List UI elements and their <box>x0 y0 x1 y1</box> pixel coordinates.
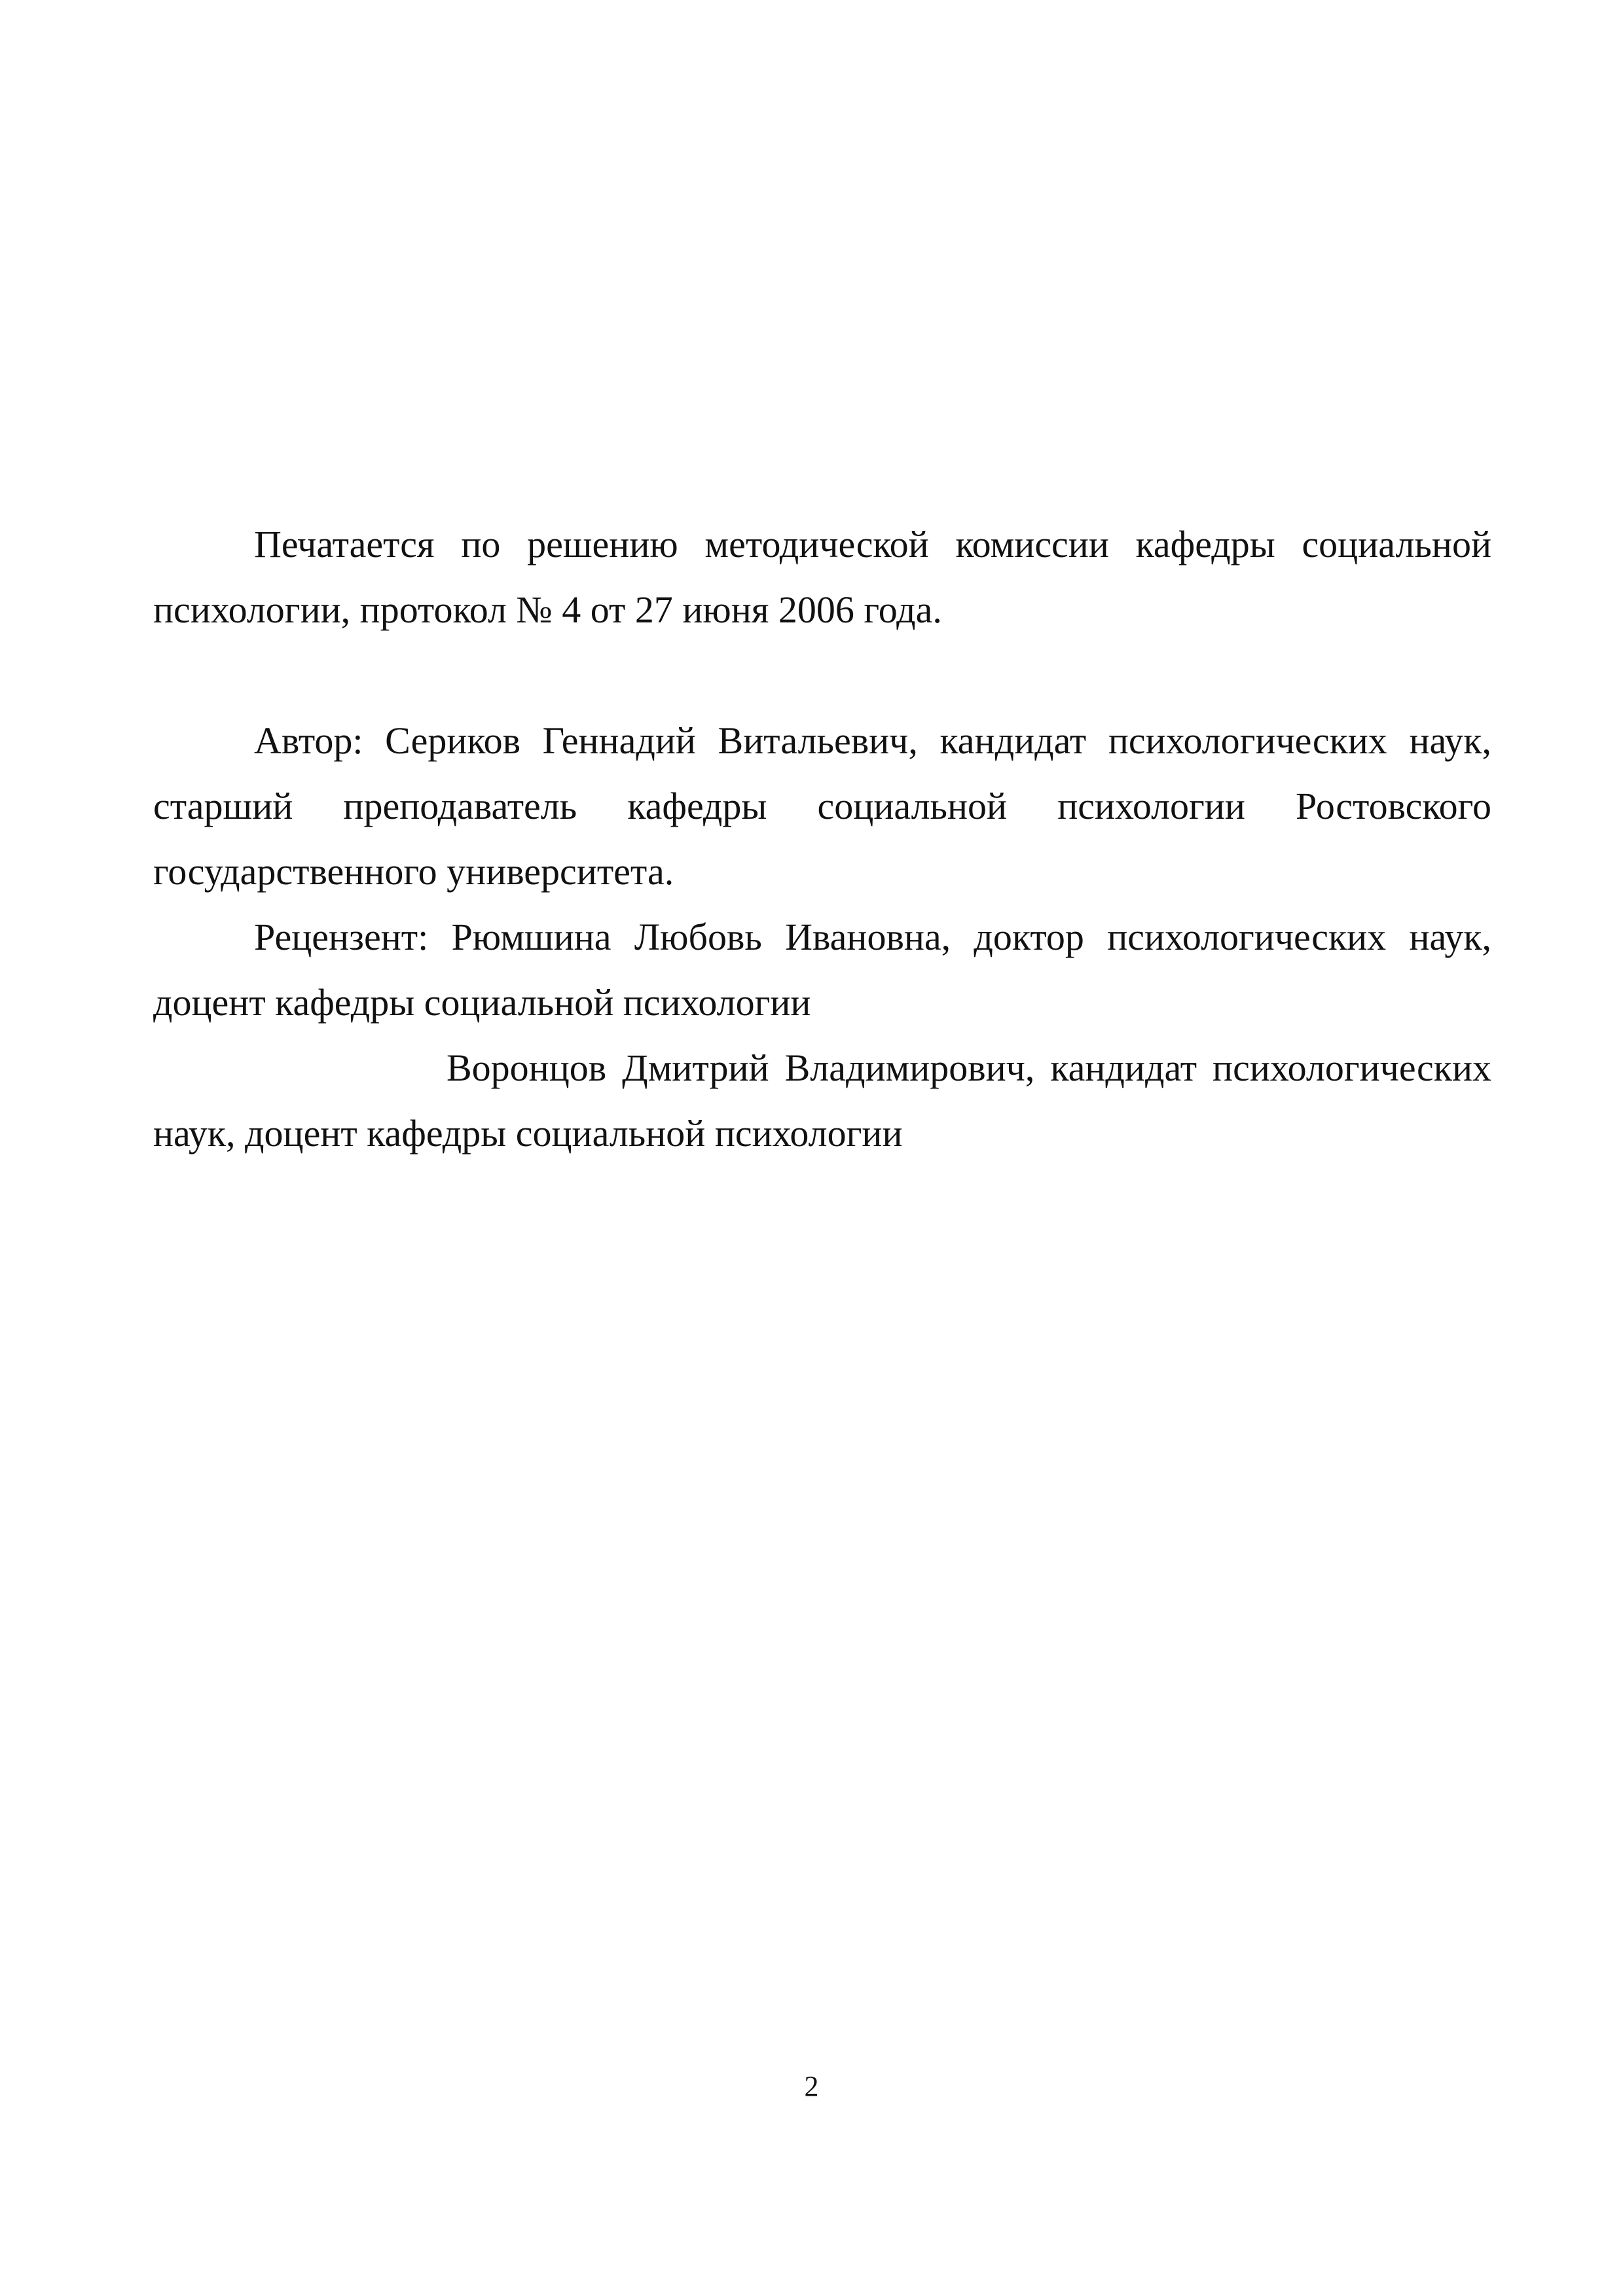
approval-note: Печатается по решению методической комиссии кафедры социальной психологии, протокол № 4 от 27 июня 2006 года. <box>153 523 1491 631</box>
reviewer-1-block <box>153 905 1491 1035</box>
approval-note-block <box>153 512 1491 643</box>
page-number: 2 <box>804 2070 819 2102</box>
reviewer-2-block <box>153 1035 1491 1166</box>
author-info: Автор: Сериков Геннадий Витальевич, кандидат психологических наук, старший преподаватель кафедры социальной психологии Ростовского государственного университета. <box>153 719 1491 893</box>
reviewer-2-info: Воронцов Дмитрий Владимирович, кандидат психологических наук, доцент кафедры социальной психологии <box>153 1047 1491 1155</box>
author-block <box>153 708 1491 905</box>
reviewer-1-info: Рецензент: Рюмшина Любовь Ивановна, доктор психологических наук, доцент кафедры социальной психологии <box>153 916 1491 1024</box>
